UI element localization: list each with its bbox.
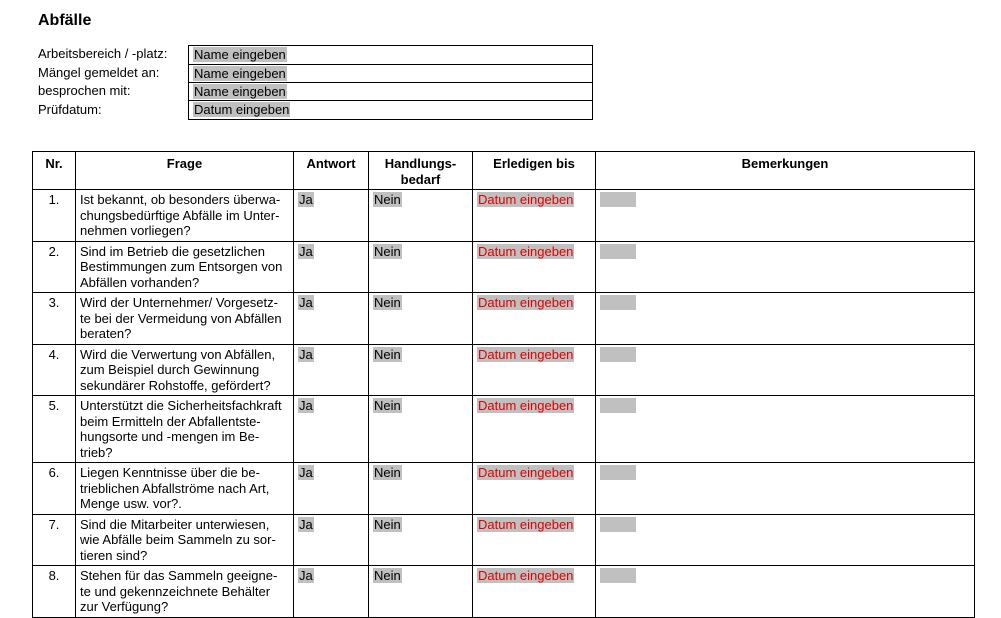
bemerkungen-field[interactable] [600,244,636,259]
erledigen-cell [473,514,596,566]
erledigen-date-field[interactable]: Datum eingeben [478,243,574,259]
header-bemerkungen: Bemerkungen [596,152,975,190]
question-line: chungsbedürftige Abfälle im Unter- [80,207,280,223]
bemerkungen-cell [596,514,975,566]
erledigen-cell [473,566,596,618]
question-line: zum Beispiel durch Gewinnung [80,362,260,377]
answer-cell [294,241,369,293]
table-header-row [33,152,975,190]
row-number: 7. [33,514,76,566]
question-line: Unterstützt die Sicherheitsfachkraft [80,398,282,413]
table-row [33,566,975,618]
bemerkungen-cell [596,396,975,463]
question-line: Ist bekannt, ob besonders überwa- [80,192,281,207]
table-row [33,514,975,566]
header-frage: Frage [76,152,294,190]
table-row [33,463,975,515]
handlungsbedarf-cell [369,566,473,618]
row-number: 6. [33,463,76,515]
handlungsbedarf-cell [369,293,473,345]
row-number: 4. [33,344,76,396]
handlungsbedarf-cell [369,190,473,242]
handlungsbedarf-dropdown[interactable]: Nein [374,192,401,207]
erledigen-cell [473,190,596,242]
erledigen-cell [473,396,596,463]
handlungsbedarf-dropdown[interactable]: Nein [374,346,401,362]
answer-cell [294,344,369,396]
bemerkungen-cell [596,566,975,618]
handlungsbedarf-dropdown[interactable]: Nein [374,465,401,480]
bemerkungen-field[interactable] [600,295,636,310]
header-handlungsbedarf-line1: Handlungs- [384,156,457,171]
question-line: Sind im Betrieb die gesetzlichen [80,243,265,259]
question-line: te bei der Vermeidung von Abfällen [80,310,282,326]
erledigen-cell [473,463,596,515]
answer-cell [294,463,369,515]
question-text [76,566,294,618]
table-row [33,396,975,463]
info-label: Prüfdatum: [38,101,102,117]
bemerkungen-field[interactable] [600,568,636,583]
info-section [38,45,593,119]
field-value[interactable]: Datum eingeben [194,102,290,118]
question-line: Liegen Kenntnisse über die be- [80,465,260,480]
erledigen-date-field[interactable]: Datum eingeben [478,516,574,532]
handlungsbedarf-cell [369,514,473,566]
question-line: wie Abfälle beim Sammeln zu sor- [80,532,276,547]
header-erledigen: Erledigen bis [473,152,596,190]
bemerkungen-cell [596,344,975,396]
bemerkungen-field[interactable] [600,347,636,362]
bemerkungen-cell [596,463,975,515]
answer-dropdown[interactable]: Ja [299,398,313,413]
erledigen-date-field[interactable]: Datum eingeben [478,295,574,310]
table-row [33,190,975,242]
question-line: trieb? [80,444,113,460]
question-line: tieren sind? [80,547,148,563]
info-row-besprochen [38,82,593,101]
handlungsbedarf-cell [369,463,473,515]
erledigen-cell [473,293,596,345]
question-text [76,396,294,463]
bemerkungen-cell [596,190,975,242]
header-nr: Nr. [33,152,76,190]
bemerkungen-cell [596,293,975,345]
erledigen-cell [473,344,596,396]
erledigen-date-field[interactable]: Datum eingeben [478,398,574,413]
handlungsbedarf-dropdown[interactable]: Nein [374,568,401,583]
bemerkungen-field[interactable] [600,465,636,480]
answer-cell [294,566,369,618]
handlungsbedarf-dropdown[interactable]: Nein [374,398,401,413]
besprochen-mit-field[interactable] [188,82,593,101]
maengel-gemeldet-field[interactable] [188,64,593,83]
question-line: Wird der Unternehmer/ Vorgesetz- [80,295,278,310]
checklist-table [32,151,975,618]
bemerkungen-field[interactable] [600,517,636,532]
question-text [76,293,294,345]
handlungsbedarf-cell [369,344,473,396]
row-number: 5. [33,396,76,463]
question-line: Abfällen vorhanden? [80,274,200,290]
pruefdatum-field[interactable] [188,100,593,120]
erledigen-date-field[interactable]: Datum eingeben [478,465,574,480]
question-text [76,463,294,515]
answer-dropdown[interactable]: Ja [299,295,313,310]
question-line: nehmen vorliegen? [80,223,191,238]
erledigen-cell [473,241,596,293]
info-row-maengel [38,64,593,83]
answer-dropdown[interactable]: Ja [299,192,313,207]
answer-dropdown[interactable]: Ja [299,346,313,362]
bemerkungen-field[interactable] [600,398,636,413]
info-label: besprochen mit: [38,83,131,99]
answer-dropdown[interactable]: Ja [299,516,313,532]
erledigen-date-field[interactable]: Datum eingeben [478,346,574,362]
handlungsbedarf-cell [369,241,473,293]
handlungsbedarf-dropdown[interactable]: Nein [374,516,401,532]
question-line: Menge usw. vor?. [80,496,182,511]
header-handlungsbedarf-line2: bedarf [400,171,441,187]
question-line: Bestimmungen zum Entsorgen von [80,259,283,274]
answer-dropdown[interactable]: Ja [299,243,313,259]
question-line: Wird die Verwertung von Abfällen, [80,346,276,362]
table-row [33,293,975,345]
page-title: Abfälle [38,12,92,29]
answer-cell [294,396,369,463]
bemerkungen-cell [596,241,975,293]
question-line: zur Verfügung? [80,599,169,614]
question-text [76,344,294,396]
row-number: 2. [33,241,76,293]
question-line: trieblichen Abfallströme nach Art, [80,480,270,496]
question-line: te und gekennzeichnete Behälter [80,583,271,599]
row-number: 1. [33,190,76,242]
question-line: sekundärer Rohstoffe, gefördert? [80,377,271,393]
table-row [33,344,975,396]
info-label: Mängel gemeldet an: [38,64,160,80]
answer-cell [294,514,369,566]
erledigen-date-field[interactable]: Datum eingeben [478,192,574,207]
handlungsbedarf-dropdown[interactable]: Nein [374,295,401,310]
question-line: beraten? [80,326,132,341]
question-text [76,241,294,293]
info-row-arbeitsbereich [38,45,593,64]
answer-dropdown[interactable]: Ja [299,568,313,583]
info-label: Arbeitsbereich / -platz: [38,46,168,62]
info-row-pruefdatum [38,101,593,120]
answer-dropdown[interactable]: Ja [299,465,313,480]
question-text [76,190,294,242]
row-number: 8. [33,566,76,618]
row-number: 3. [33,293,76,345]
field-value[interactable]: Name eingeben [194,65,286,81]
table-row [33,241,975,293]
answer-cell [294,293,369,345]
question-line: Stehen für das Sammeln geeigne- [80,568,278,583]
header-handlungsbedarf [369,152,473,190]
question-text [76,514,294,566]
handlungsbedarf-dropdown[interactable]: Nein [374,243,401,259]
question-line: beim Ermitteln der Abfallentste- [80,413,261,429]
field-value[interactable]: Name eingeben [194,47,286,63]
field-value[interactable]: Name eingeben [194,84,286,100]
bemerkungen-field[interactable] [600,192,636,207]
question-line: hungsorte und -mengen im Be- [80,429,260,444]
arbeitsbereich-field[interactable] [188,45,593,64]
question-line: Sind die Mitarbeiter unterwiesen, [80,516,270,532]
answer-cell [294,190,369,242]
handlungsbedarf-cell [369,396,473,463]
header-antwort: Antwort [294,152,369,190]
erledigen-date-field[interactable]: Datum eingeben [478,568,574,583]
